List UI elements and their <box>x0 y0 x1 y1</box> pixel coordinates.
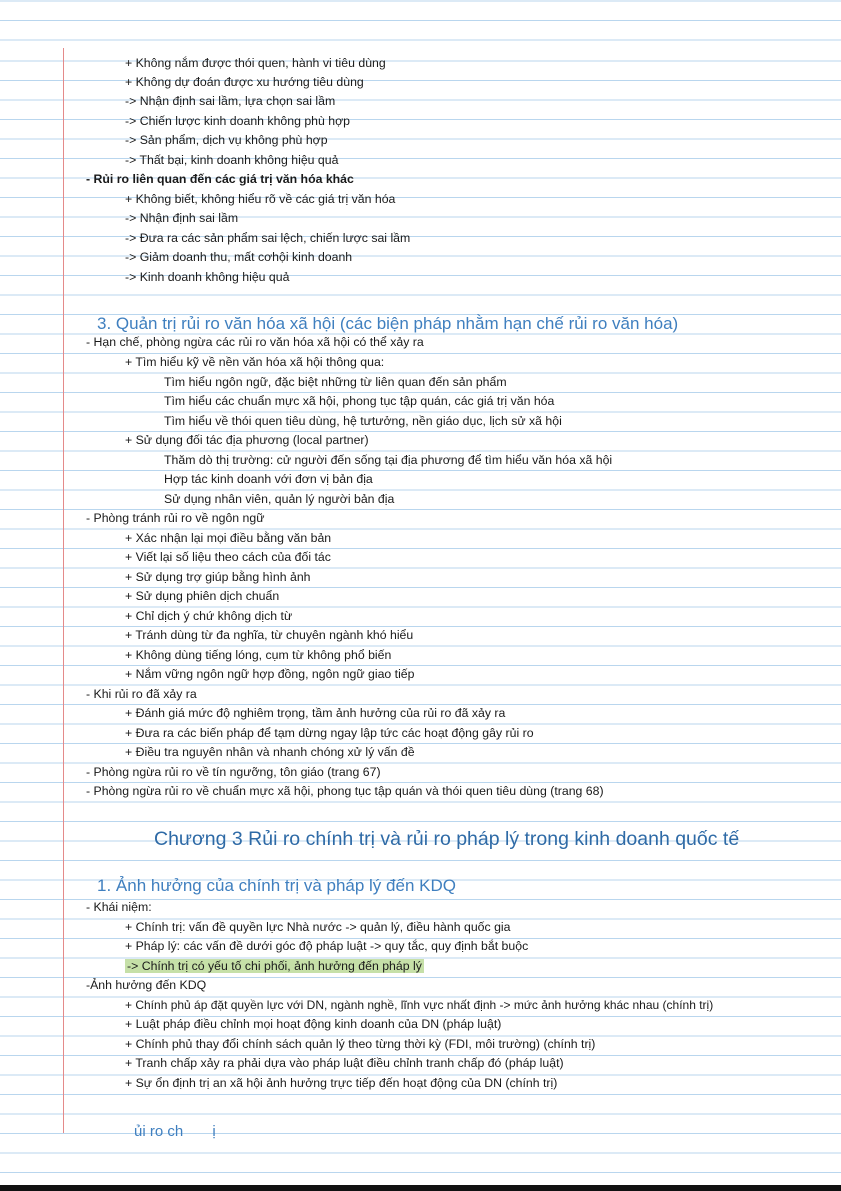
note-line: + Không dự đoán được xu hướng tiêu dùng <box>125 75 364 89</box>
note-line: + Luật pháp điều chỉnh mọi hoạt động kinh doanh của DN (pháp luật) <box>125 1017 502 1031</box>
note-line: + Điều tra nguyên nhân và nhanh chóng xử lý vấn đề <box>125 745 415 759</box>
note-line: - Hạn chế, phòng ngừa các rủi ro văn hóa xã hội có thể xảy ra <box>86 335 424 349</box>
note-line: + Tranh chấp xảy ra phải dựa vào pháp luật điều chỉnh tranh chấp đó (pháp luật) <box>125 1056 564 1070</box>
notebook-margin-line <box>63 48 64 1133</box>
note-line: -> Đưa ra các sản phẩm sai lệch, chiến lược sai lầm <box>125 231 411 245</box>
section-heading: 3. Quản trị rủi ro văn hóa xã hội (các biện pháp nhằm hạn chế rủi ro văn hóa) <box>97 314 679 333</box>
note-line: - Phòng ngừa rủi ro về tín ngưỡng, tôn giáo (trang 67) <box>86 765 381 779</box>
note-line: Tìm hiểu các chuẩn mực xã hội, phong tục tập quán, các giá trị văn hóa <box>164 394 555 408</box>
note-line: + Tránh dùng từ đa nghĩa, từ chuyên ngành khó hiểu <box>125 628 414 642</box>
note-line: + Chính phủ thay đổi chính sách quản lý theo từng thời kỳ (FDI, môi trường) (chính trị) <box>125 1037 596 1051</box>
note-line: - Khi rủi ro đã xảy ra <box>86 687 197 701</box>
bold-subheading: - Rủi ro liên quan đến các giá trị văn hóa khác <box>86 172 354 186</box>
note-line: + Pháp lý: các vấn đề dưới góc độ pháp luật -> quy tắc, quy định bắt buộc <box>125 939 529 953</box>
note-line: Sử dụng nhân viên, quản lý người bản địa <box>164 492 395 506</box>
note-line: + Viết lại số liệu theo cách của đối tác <box>125 550 331 564</box>
note-line: + Xác nhận lại mọi điều bằng văn bản <box>125 531 332 545</box>
note-line: + Nắm vững ngôn ngữ hợp đồng, ngôn ngữ giao tiếp <box>125 667 415 681</box>
note-line: + Đánh giá mức độ nghiêm trọng, tầm ảnh hưởng của rủi ro đã xảy ra <box>125 706 506 720</box>
note-line: + Đưa ra các biến pháp để tạm dừng ngay lập tức các hoạt động gây rủi ro <box>125 726 534 740</box>
note-line: + Sự ổn định trị an xã hội ảnh hưởng trực tiếp đến hoạt động của DN (chính trị) <box>125 1076 558 1090</box>
note-line: + Tìm hiểu kỹ về nền văn hóa xã hội thông qua: <box>125 355 385 369</box>
note-line: + Sử dụng trợ giúp bằng hình ảnh <box>125 570 311 584</box>
note-line: + Chỉ dịch ý chứ không dịch từ <box>125 609 293 623</box>
note-line: + Không dùng tiếng lóng, cụm từ không phổ biến <box>125 648 392 662</box>
note-line: Thăm dò thị trường: cử người đến sống tại địa phương để tìm hiểu văn hóa xã hội <box>164 453 613 467</box>
note-line: -> Chiến lược kinh doanh không phù hợp <box>125 114 351 128</box>
note-line: -> Nhận định sai lầm <box>125 211 239 225</box>
section-heading: 1. Ảnh hưởng của chính trị và pháp lý đến KDQ <box>97 876 456 895</box>
note-line: - Khái niệm: <box>86 900 152 914</box>
note-line: + Không nắm được thói quen, hành vi tiêu dùng <box>125 56 386 70</box>
note-line: - Phòng ngừa rủi ro về chuẩn mực xã hội, phong tục tập quán và thói quen tiêu dùng (trang 68) <box>86 784 604 798</box>
note-line: Tìm hiểu ngôn ngữ, đặc biệt những từ liên quan đến sản phẩm <box>164 375 507 389</box>
highlighted-conclusion <box>125 957 424 976</box>
cut-off-heading-fragment: ủi ro ch ị <box>134 1123 216 1140</box>
highlight-mark: -> Chính trị có yếu tố chi phối, ảnh hưởng đến pháp lý <box>127 959 422 973</box>
note-line: + Chính phủ áp đặt quyền lực với DN, ngành nghề, lĩnh vực nhất định -> mức ảnh hưởng khác nhau (chính trị) <box>125 998 714 1012</box>
note-line: + Chính trị: vấn đề quyền lực Nhà nước -> quản lý, điều hành quốc gia <box>125 920 511 934</box>
note-line: - Phòng tránh rủi ro về ngôn ngữ <box>86 511 265 525</box>
note-line: -> Giảm doanh thu, mất cơhội kinh doanh <box>125 250 353 264</box>
chapter-title: Chương 3 Rủi ro chính trị và rủi ro pháp lý trong kinh doanh quốc tế <box>154 828 740 850</box>
note-line: + Không biết, không hiểu rõ về các giá trị văn hóa <box>125 192 396 206</box>
note-line: -> Thất bại, kinh doanh không hiệu quả <box>125 153 339 167</box>
note-line: -> Sản phẩm, dịch vụ không phù hợp <box>125 133 328 147</box>
note-line: Tìm hiểu về thói quen tiêu dùng, hệ tưtưởng, nền giáo dục, lịch sử xã hội <box>164 414 562 428</box>
note-line: + Sử dụng đối tác địa phương (local partner) <box>125 433 369 447</box>
note-line: -> Nhận định sai lầm, lựa chọn sai lầm <box>125 94 336 108</box>
note-line: -> Kinh doanh không hiệu quả <box>125 270 290 284</box>
note-line: Hợp tác kinh doanh với đơn vị bản địa <box>164 472 373 486</box>
bottom-edge-bar <box>0 1185 841 1191</box>
note-line: -Ảnh hưởng đến KDQ <box>86 978 207 992</box>
note-line: + Sử dụng phiên dịch chuẩn <box>125 589 280 603</box>
